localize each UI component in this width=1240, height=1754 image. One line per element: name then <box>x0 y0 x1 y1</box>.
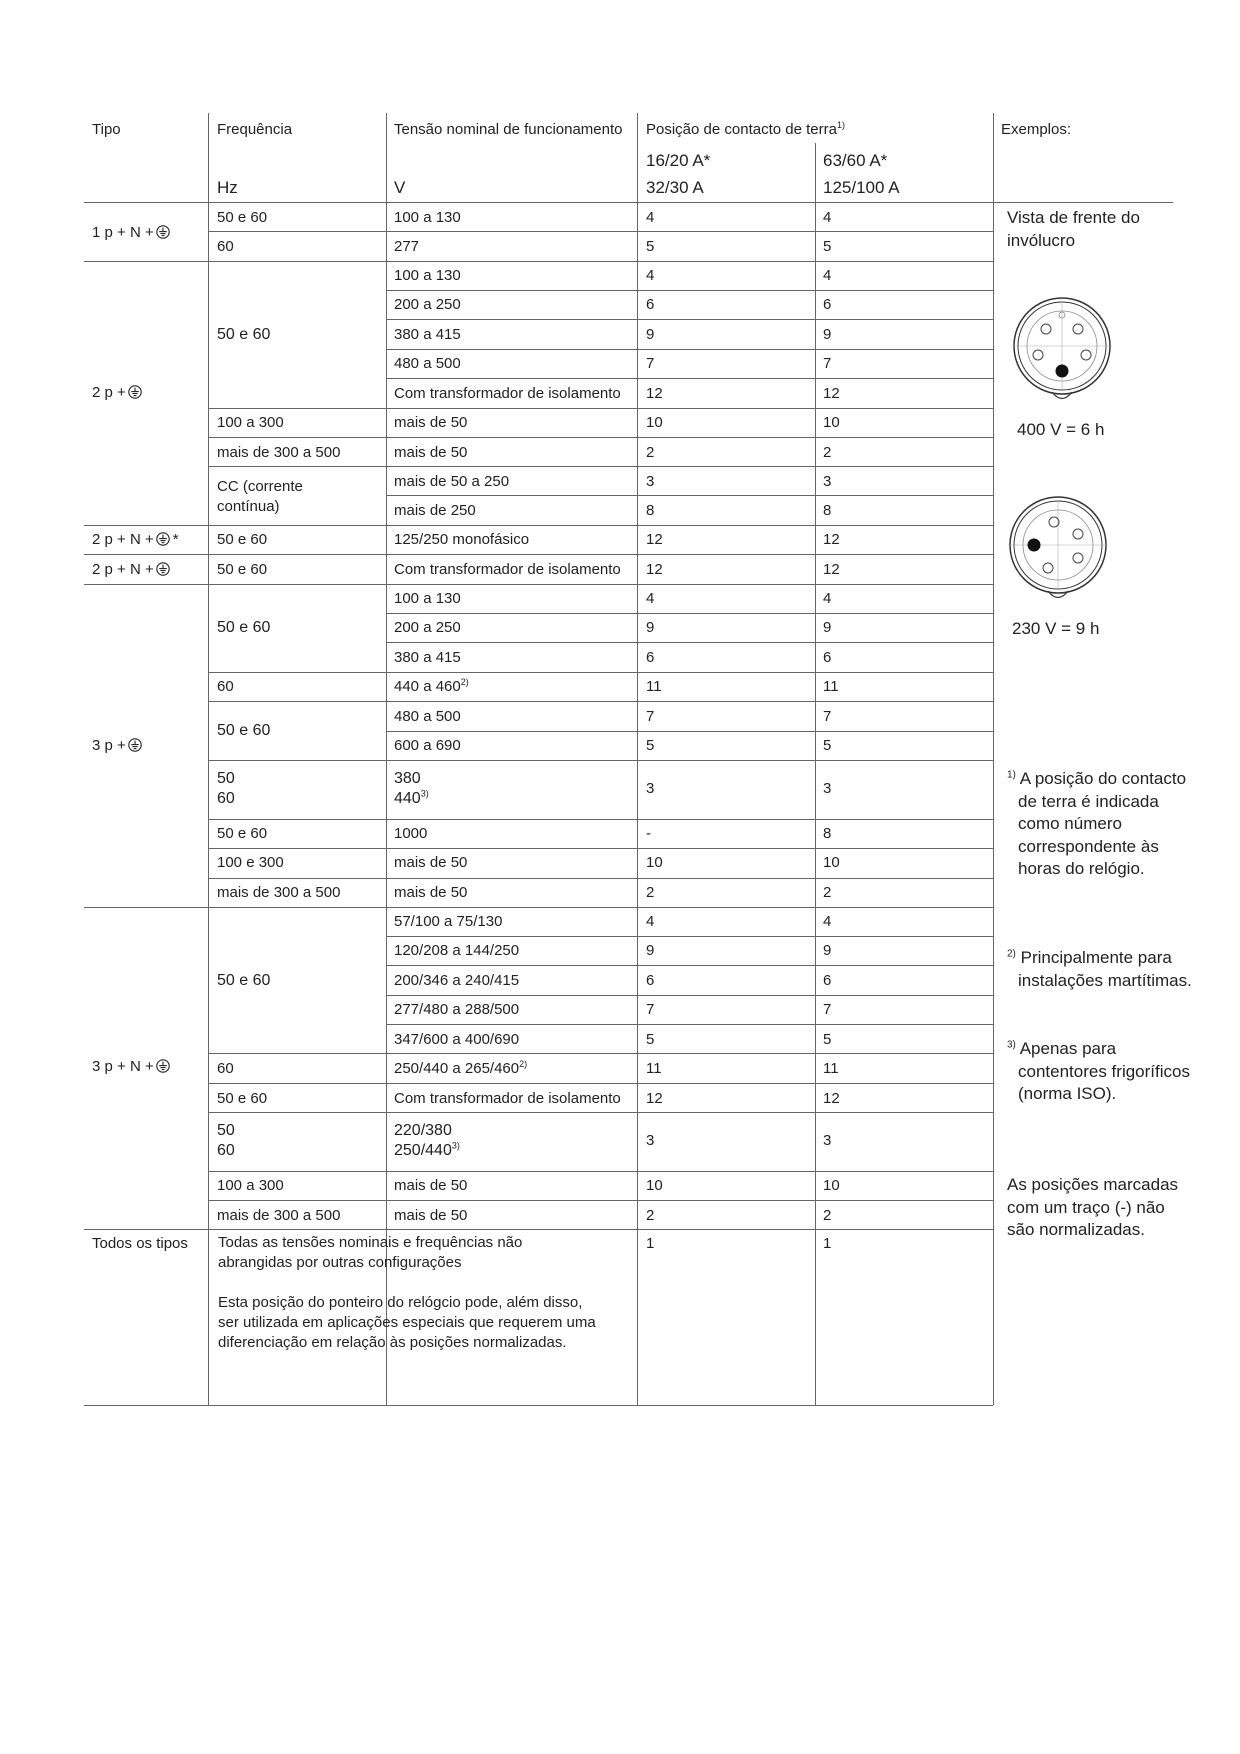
socket-example-6h <box>1008 293 1122 405</box>
group-rule <box>84 261 993 262</box>
position-63-125a-cell: 7 <box>823 708 832 725</box>
position-63-125a-cell: 11 <box>823 1060 839 1077</box>
position-16-32a-cell: 6 <box>646 972 655 989</box>
header-tensao: Tensão nominal de funcionamento <box>394 121 623 138</box>
position-16-32a-cell: 5 <box>646 737 655 754</box>
header-tensao-unit: V <box>394 178 406 197</box>
position-63-125a-cell: 9 <box>823 619 832 636</box>
freq-cell: 50 e 60 <box>217 722 271 739</box>
position-63-125a-cell: 10 <box>823 414 840 431</box>
voltage-cell: 100 a 130 <box>394 267 461 284</box>
voltage-cell: 480 a 500 <box>394 355 461 372</box>
position-16-32a-cell: 5 <box>646 1031 655 1048</box>
vista-frente: Vista de frente do invólucro <box>1007 208 1140 250</box>
position-63-125a-cell: 11 <box>823 678 839 695</box>
row-rule <box>386 319 993 320</box>
position-63-125a-cell: 12 <box>823 1090 840 1107</box>
position-16-32a-cell: 9 <box>646 326 655 343</box>
row-rule <box>208 672 993 673</box>
row-rule <box>386 995 993 996</box>
example-6h-caption: 400 V = 6 h <box>1017 420 1105 439</box>
type-2p-n-earth: 2 p + N + <box>92 561 170 579</box>
freq-cell: 100 a 300 <box>217 414 284 431</box>
voltage-cell: Com transformador de isolamento <box>394 561 621 578</box>
header-exemplos: Exemplos: <box>1001 121 1072 138</box>
voltage-cell: 440 a 460$^{2)}$ <box>394 677 469 695</box>
position-63-125a-cell: 4 <box>823 913 832 930</box>
group-rule <box>84 554 993 555</box>
position-63-125a-cell: 6 <box>823 649 832 666</box>
example-9h-caption: 230 V = 9 h <box>1012 619 1100 638</box>
row-rule <box>386 731 993 732</box>
freq-cell: 100 e 300 <box>217 854 284 871</box>
row-rule <box>386 1024 993 1025</box>
position-16-32a-cell: 3 <box>646 780 655 797</box>
earth-icon <box>156 532 170 546</box>
row-rule <box>386 349 993 350</box>
row-rule <box>208 1112 993 1113</box>
row-rule <box>208 1200 993 1201</box>
freq-cell: 100 a 300 <box>217 1177 284 1194</box>
row-rule <box>208 231 993 232</box>
column-divider <box>208 113 209 1405</box>
freq-cell: 60 <box>217 1142 235 1159</box>
position-16-32a-cell: 2 <box>646 444 655 461</box>
column-divider <box>386 113 387 1405</box>
voltage-cell: 380 a 415 <box>394 326 461 343</box>
freq-cell: mais de 300 a 500 <box>217 444 341 461</box>
position-16-32a-cell: 7 <box>646 708 655 725</box>
header-rule <box>84 202 1173 203</box>
freq-cell: 60 <box>217 1060 234 1077</box>
position-63-125a-cell: 4 <box>823 267 832 284</box>
position-63-125a-cell: 3 <box>823 780 832 797</box>
header-frequencia-unit: Hz <box>217 178 238 197</box>
position-63-125a-cell: 4 <box>823 209 832 226</box>
header-col5-b: 125/100 A <box>823 178 900 197</box>
position-16-32a-cell: 5 <box>646 238 655 255</box>
position-16-32a-cell: 12 <box>646 1090 663 1107</box>
voltage-cell: mais de 250 <box>394 502 476 519</box>
group-rule <box>84 1229 993 1230</box>
voltage-cell: 120/208 a 144/250 <box>394 942 520 959</box>
voltage-cell: 250/440$^{3)}$ <box>394 1140 460 1159</box>
position-63-125a-cell: 7 <box>823 1001 832 1018</box>
voltage-cell: 277/480 a 288/500 <box>394 1001 520 1018</box>
freq-cell: 50 e 60 <box>217 531 268 548</box>
position-16-32a-cell: 9 <box>646 942 655 959</box>
position-63-125a-cell: 8 <box>823 502 832 519</box>
voltage-cell: 600 a 690 <box>394 737 461 754</box>
position-16-32a-cell: 6 <box>646 296 655 313</box>
row-rule <box>386 290 993 291</box>
position-63-125a-cell: 9 <box>823 326 832 343</box>
freq-cell: 50 e 60 <box>217 619 271 636</box>
position-16-32a-cell: 2 <box>646 1207 655 1224</box>
voltage-cell: Com transformador de isolamento <box>394 1090 621 1107</box>
row-rule <box>208 1083 993 1084</box>
position-16-32a-cell: 4 <box>646 913 655 930</box>
type-2p-n-earth-star: 2 p + N + * <box>92 531 179 548</box>
voltage-cell: mais de 50 <box>394 1207 468 1224</box>
type-3p-n-earth: 3 p + N + <box>92 1058 170 1076</box>
row-rule <box>386 378 993 379</box>
voltage-cell: 1000 <box>394 825 428 842</box>
position-63-125a-cell: 5 <box>823 1031 832 1048</box>
position-16-32a-cell: 10 <box>646 414 663 431</box>
type-3p-earth: 3 p + <box>92 737 142 755</box>
position-16-32a-cell: 2 <box>646 884 655 901</box>
voltage-cell: 100 a 130 <box>394 590 461 607</box>
voltage-cell: 57/100 a 75/130 <box>394 913 503 930</box>
voltage-cell: 125/250 monofásico <box>394 531 530 548</box>
freq-cell: 50 e 60 <box>217 326 271 343</box>
header-posicao: Posição de contacto de terra$^{1)}$ <box>646 120 845 138</box>
row-rule <box>208 408 993 409</box>
footnote-1: $^{1)}$ A posição do contacto de terra é indicada como número correspondente às horas do relógio. <box>1007 769 1187 878</box>
group-rule <box>84 584 993 585</box>
position-63-125a-cell: 12 <box>823 531 840 548</box>
position-63-125a-cell: 12 <box>823 561 840 578</box>
voltage-cell: 200 a 250 <box>394 296 461 313</box>
position-63-125a-cell: 8 <box>823 825 832 842</box>
voltage-cell: 200 a 250 <box>394 619 461 636</box>
voltage-cell: 380 <box>394 770 421 787</box>
position-63-125a-cell: 1 <box>823 1235 832 1252</box>
footnote-3: $^{3)}$ Apenas para contentores frigoríficos (norma ISO). <box>1007 1039 1190 1103</box>
socket-example-9h <box>1004 492 1118 604</box>
earth-icon <box>128 385 142 399</box>
position-16-32a-cell: 11 <box>646 1060 662 1077</box>
type-todos: Todos os tipos <box>92 1235 188 1252</box>
voltage-cell: 250/440 a 265/460$^{2)}$ <box>394 1059 528 1077</box>
earth-icon <box>156 1059 170 1073</box>
row-rule <box>208 760 993 761</box>
position-63-125a-cell: 10 <box>823 1177 840 1194</box>
position-16-32a-cell: 10 <box>646 854 663 871</box>
row-rule <box>208 466 993 467</box>
type-1p-n-earth: 1 p + N + <box>92 224 170 242</box>
voltage-cell: 347/600 a 400/690 <box>394 1031 520 1048</box>
row-rule <box>386 495 993 496</box>
freq-cell: contínua) <box>217 498 280 515</box>
freq-cell: 50 e 60 <box>217 1090 268 1107</box>
voltage-cell: mais de 50 <box>394 884 468 901</box>
voltage-cell: 380 a 415 <box>394 649 461 666</box>
position-16-32a-cell: 12 <box>646 385 663 402</box>
row-rule <box>386 613 993 614</box>
header-col4-b: 32/30 A <box>646 178 704 197</box>
position-16-32a-cell: 1 <box>646 1235 655 1252</box>
table-bottom-rule <box>84 1405 993 1406</box>
position-16-32a-cell: 3 <box>646 473 655 490</box>
voltage-cell: mais de 50 <box>394 414 468 431</box>
position-63-125a-cell: 12 <box>823 385 840 402</box>
position-16-32a-cell: - <box>646 825 651 842</box>
position-16-32a-cell: 6 <box>646 649 655 666</box>
column-divider <box>993 113 994 1405</box>
freq-cell: 50 e 60 <box>217 972 271 989</box>
header-tipo: Tipo <box>92 121 121 138</box>
voltage-cell: mais de 50 a 250 <box>394 473 510 490</box>
freq-cell: 60 <box>217 238 234 255</box>
row-rule <box>208 878 993 879</box>
row-rule <box>208 1053 993 1054</box>
row-rule <box>208 848 993 849</box>
position-16-32a-cell: 4 <box>646 590 655 607</box>
position-63-125a-cell: 5 <box>823 238 832 255</box>
position-16-32a-cell: 4 <box>646 209 655 226</box>
earth-icon <box>128 738 142 752</box>
position-16-32a-cell: 10 <box>646 1177 663 1194</box>
freq-cell: mais de 300 a 500 <box>217 884 341 901</box>
voltage-cell: 480 a 500 <box>394 708 461 725</box>
header-col5-a: 63/60 A* <box>823 151 888 170</box>
position-16-32a-cell: 7 <box>646 1001 655 1018</box>
voltage-cell: 100 a 130 <box>394 209 461 226</box>
voltage-cell: 277 <box>394 238 420 255</box>
position-16-32a-cell: 7 <box>646 355 655 372</box>
position-16-32a-cell: 3 <box>646 1132 655 1149</box>
freq-cell: mais de 300 a 500 <box>217 1207 341 1224</box>
row-rule <box>386 965 993 966</box>
group-rule <box>84 525 993 526</box>
voltage-cell: mais de 50 <box>394 1177 468 1194</box>
voltage-cell: Com transformador de isolamento <box>394 385 621 402</box>
voltage-cell: 200/346 a 240/415 <box>394 972 520 989</box>
position-16-32a-cell: 12 <box>646 561 663 578</box>
row-rule <box>208 437 993 438</box>
position-16-32a-cell: 4 <box>646 267 655 284</box>
position-63-125a-cell: 4 <box>823 590 832 607</box>
position-63-125a-cell: 3 <box>823 473 832 490</box>
position-63-125a-cell: 10 <box>823 854 840 871</box>
footnote-2: $^{2)}$ Principalmente para instalações martítimas. <box>1007 948 1192 990</box>
position-63-125a-cell: 3 <box>823 1132 832 1149</box>
freq-cell: 60 <box>217 678 234 695</box>
position-63-125a-cell: 9 <box>823 942 832 959</box>
position-63-125a-cell: 6 <box>823 296 832 313</box>
freq-cell: 50 e 60 <box>217 825 268 842</box>
position-63-125a-cell: 7 <box>823 355 832 372</box>
position-63-125a-cell: 2 <box>823 1207 832 1224</box>
position-63-125a-cell: 2 <box>823 884 832 901</box>
position-63-125a-cell: 2 <box>823 444 832 461</box>
voltage-cell: mais de 50 <box>394 854 468 871</box>
freq-cell: 50 <box>217 770 235 787</box>
row-rule <box>208 819 993 820</box>
position-16-32a-cell: 12 <box>646 531 663 548</box>
position-16-32a-cell: 8 <box>646 502 655 519</box>
row-rule <box>208 1171 993 1172</box>
column-divider <box>815 143 816 1405</box>
freq-cell: CC (corrente <box>217 478 303 495</box>
header-frequencia: Frequência <box>217 121 293 138</box>
row-rule <box>386 642 993 643</box>
position-63-125a-cell: 6 <box>823 972 832 989</box>
freq-cell: 50 e 60 <box>217 209 268 226</box>
position-16-32a-cell: 9 <box>646 619 655 636</box>
type-2p-earth: 2 p + <box>92 384 142 402</box>
column-divider <box>637 113 638 1405</box>
position-63-125a-cell: 5 <box>823 737 832 754</box>
row-rule <box>208 701 993 702</box>
voltage-cell: mais de 50 <box>394 444 468 461</box>
earth-icon <box>156 562 170 576</box>
dash-note: As posições marcadas com um traço (-) não são normalizadas. <box>1007 1175 1179 1239</box>
freq-cell: 50 e 60 <box>217 561 268 578</box>
freq-cell: 60 <box>217 790 235 807</box>
voltage-cell: 220/380 <box>394 1122 452 1139</box>
voltage-cell: 440$^{3)}$ <box>394 788 429 807</box>
row-rule <box>386 936 993 937</box>
group-rule <box>84 907 993 908</box>
freq-cell: 50 <box>217 1122 235 1139</box>
earth-icon <box>156 225 170 239</box>
position-16-32a-cell: 11 <box>646 678 662 695</box>
todos-description: Todas as tensões nominais e frequências não abrangidas por outras configurações Esta posição do ponteiro do relógcio pode, além disso, ser utilizada em aplicações especiais que requerem uma diferenciação em relação às posições normalizadas. <box>218 1234 596 1351</box>
header-col4-a: 16/20 A* <box>646 151 711 170</box>
